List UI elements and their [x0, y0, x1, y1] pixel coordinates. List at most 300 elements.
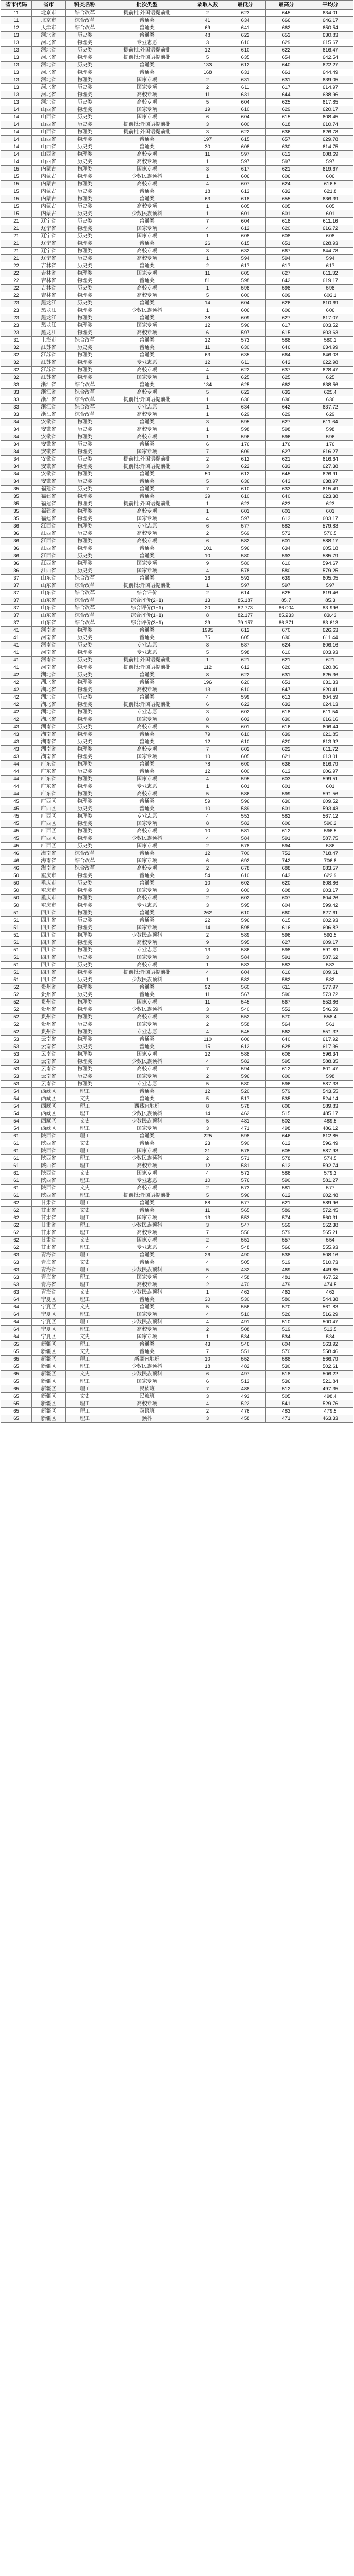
cell-avg-score: 608.45 — [307, 114, 354, 121]
cell-min-score: 432 — [225, 1266, 266, 1274]
table-row — [1, 389, 354, 396]
cell-province-code: 15 — [1, 188, 32, 195]
cell-subject-category: 物理类 — [66, 820, 104, 828]
admission-score-table-container — [1, 0, 353, 1423]
cell-avg-score: 626.63 — [307, 627, 354, 634]
cell-admitted-count: 2 — [190, 76, 225, 84]
table-row — [1, 1140, 354, 1147]
table-row — [1, 724, 354, 731]
cell-subject-category: 物理类 — [66, 969, 104, 976]
cell-admitted-count: 5 — [190, 724, 225, 731]
cell-admitted-count: 8 — [190, 820, 225, 828]
cell-batch-type: 国家专项 — [104, 322, 190, 329]
cell-province: 新疆区 — [32, 1348, 66, 1356]
cell-avg-score: 644.49 — [307, 69, 354, 76]
cell-province-code: 33 — [1, 381, 32, 389]
cell-min-score: 610 — [225, 686, 266, 694]
table-row — [1, 1081, 354, 1088]
cell-avg-score: 513.5 — [307, 1326, 354, 1333]
cell-min-score: 493 — [225, 1393, 266, 1400]
cell-max-score: 610 — [266, 649, 307, 657]
cell-avg-score: 604.59 — [307, 694, 354, 701]
cell-max-score: 601 — [266, 783, 307, 790]
cell-batch-type: 高校专项 — [104, 1281, 190, 1289]
cell-subject-category: 理工 — [66, 1319, 104, 1326]
cell-max-score: 462 — [266, 1289, 307, 1296]
cell-max-score: 628 — [266, 1043, 307, 1051]
cell-subject-category: 物理类 — [66, 1036, 104, 1043]
cell-province: 辽宁省 — [32, 233, 66, 240]
cell-avg-score: 644.78 — [307, 248, 354, 255]
cell-min-score: 620 — [225, 679, 266, 686]
cell-subject-category: 文史 — [66, 1095, 104, 1103]
cell-province-code: 44 — [1, 776, 32, 783]
cell-subject-category: 物理类 — [66, 828, 104, 835]
cell-max-score: 645 — [266, 10, 307, 17]
cell-province: 江苏省 — [32, 344, 66, 352]
cell-avg-score: 628.93 — [307, 240, 354, 248]
table-row — [1, 798, 354, 805]
cell-province: 新疆区 — [32, 1371, 66, 1378]
cell-admitted-count: 5 — [190, 478, 225, 486]
cell-min-score: 598 — [225, 426, 266, 433]
cell-min-score: 471 — [225, 1125, 266, 1133]
cell-batch-type: 高校专项 — [104, 686, 190, 694]
cell-avg-score: 587.75 — [307, 835, 354, 843]
cell-admitted-count: 1 — [190, 433, 225, 441]
cell-avg-score: 579.3 — [307, 1170, 354, 1177]
cell-province: 山西省 — [32, 121, 66, 129]
table-row — [1, 255, 354, 262]
cell-min-score: 488 — [225, 1385, 266, 1393]
cell-province: 北京市 — [32, 17, 66, 24]
cell-subject-category: 文史 — [66, 1333, 104, 1341]
cell-min-score: 596 — [225, 1192, 266, 1200]
cell-province: 四川省 — [32, 954, 66, 962]
cell-province: 安徽省 — [32, 448, 66, 456]
cell-min-score: 595 — [225, 902, 266, 909]
cell-subject-category: 历史类 — [66, 962, 104, 969]
cell-province-code: 51 — [1, 909, 32, 917]
cell-admitted-count: 1 — [190, 411, 225, 419]
cell-min-score: 545 — [225, 1028, 266, 1036]
cell-admitted-count: 6 — [190, 329, 225, 337]
cell-subject-category: 历史类 — [66, 954, 104, 962]
table-row — [1, 1341, 354, 1348]
cell-subject-category: 物理类 — [66, 173, 104, 181]
table-row — [1, 679, 354, 686]
cell-admitted-count: 112 — [190, 664, 225, 671]
cell-province: 贵州省 — [32, 1021, 66, 1028]
cell-max-score: 626 — [266, 664, 307, 671]
cell-province: 西藏区 — [32, 1125, 66, 1133]
cell-admitted-count: 6 — [190, 114, 225, 121]
cell-min-score: 632 — [225, 248, 266, 255]
cell-min-score: 490 — [225, 1252, 266, 1259]
table-row — [1, 99, 354, 106]
cell-batch-type: 普通类 — [104, 24, 190, 32]
cell-min-score: 622 — [225, 701, 266, 709]
cell-province-code: 50 — [1, 902, 32, 909]
cell-avg-score: 587.62 — [307, 954, 354, 962]
cell-subject-category: 历史类 — [66, 158, 104, 166]
table-row — [1, 694, 354, 701]
table-row — [1, 1393, 354, 1400]
cell-admitted-count: 12 — [190, 337, 225, 344]
cell-province: 新疆区 — [32, 1415, 66, 1423]
cell-province: 内蒙古 — [32, 173, 66, 181]
cell-province: 福建省 — [32, 486, 66, 493]
cell-avg-score: 609.52 — [307, 798, 354, 805]
cell-avg-score: 625 — [307, 374, 354, 381]
cell-province-code: 42 — [1, 686, 32, 694]
cell-max-score: 481 — [266, 1274, 307, 1281]
cell-province-code: 53 — [1, 1058, 32, 1066]
cell-max-score: 661 — [266, 69, 307, 76]
cell-admitted-count: 21 — [190, 1147, 225, 1155]
cell-province: 海南省 — [32, 857, 66, 865]
cell-subject-category: 历史类 — [66, 188, 104, 195]
cell-max-score: 591 — [266, 954, 307, 962]
cell-province: 河北省 — [32, 62, 66, 69]
cell-subject-category: 综合改革 — [66, 411, 104, 419]
cell-subject-category: 物理类 — [66, 761, 104, 768]
cell-max-score: 651 — [266, 240, 307, 248]
cell-province-code: 62 — [1, 1229, 32, 1237]
cell-avg-score: 601 — [307, 783, 354, 790]
cell-max-score: 620 — [266, 738, 307, 746]
cell-province: 北京市 — [32, 10, 66, 17]
cell-avg-score: 582 — [307, 976, 354, 984]
cell-subject-category: 物理类 — [66, 872, 104, 880]
cell-min-score: 596 — [225, 322, 266, 329]
cell-min-score: 595 — [225, 776, 266, 783]
cell-province: 安徽省 — [32, 433, 66, 441]
cell-max-score: 625 — [266, 99, 307, 106]
cell-avg-score: 606 — [307, 173, 354, 181]
cell-max-score: 594 — [266, 843, 307, 850]
cell-avg-score: 588.35 — [307, 1058, 354, 1066]
cell-avg-score: 637.72 — [307, 404, 354, 411]
cell-max-score: 534 — [266, 1333, 307, 1341]
cell-batch-type: 高校专项 — [104, 1229, 190, 1237]
cell-province: 宁夏区 — [32, 1333, 66, 1341]
cell-admitted-count: 3 — [190, 1393, 225, 1400]
cell-avg-score: 603.17 — [307, 887, 354, 895]
table-row — [1, 314, 354, 322]
table-row — [1, 835, 354, 843]
cell-max-score: 608 — [266, 233, 307, 240]
table-row — [1, 746, 354, 753]
cell-min-score: 582 — [225, 820, 266, 828]
table-row — [1, 649, 354, 657]
table-row — [1, 1125, 354, 1133]
cell-admitted-count: 1 — [190, 404, 225, 411]
cell-max-score: 526 — [266, 1311, 307, 1319]
cell-admitted-count: 1 — [190, 173, 225, 181]
cell-admitted-count: 1 — [190, 307, 225, 314]
table-row — [1, 857, 354, 865]
cell-province: 江西省 — [32, 530, 66, 538]
cell-province: 浙江省 — [32, 404, 66, 411]
cell-avg-score: 608.86 — [307, 880, 354, 887]
table-header — [1, 1, 354, 10]
cell-province: 浙江省 — [32, 396, 66, 404]
cell-province: 福建省 — [32, 515, 66, 523]
cell-province-code: 37 — [1, 597, 32, 605]
cell-province-code: 42 — [1, 694, 32, 701]
cell-batch-type: 普通类 — [104, 344, 190, 352]
cell-max-score: 637 — [266, 367, 307, 374]
cell-subject-category: 理工 — [66, 1400, 104, 1408]
cell-max-score: 570 — [266, 1304, 307, 1311]
cell-province: 山东省 — [32, 612, 66, 619]
cell-province-code: 64 — [1, 1319, 32, 1326]
table-row — [1, 902, 354, 909]
cell-batch-type: 专业志愿 — [104, 709, 190, 716]
cell-avg-score: 614.97 — [307, 84, 354, 91]
cell-max-score: 654 — [266, 54, 307, 62]
cell-province-code: 41 — [1, 642, 32, 649]
cell-min-score: 560 — [225, 984, 266, 991]
cell-min-score: 614 — [225, 590, 266, 597]
cell-min-score: 635 — [225, 54, 266, 62]
cell-max-score: 510 — [266, 1319, 307, 1326]
cell-batch-type: 高校专项 — [104, 1014, 190, 1021]
cell-admitted-count: 39 — [190, 493, 225, 500]
cell-max-score: 598 — [266, 426, 307, 433]
cell-province: 宁夏区 — [32, 1311, 66, 1319]
cell-province-code: 51 — [1, 917, 32, 924]
cell-province: 贵州省 — [32, 1014, 66, 1021]
cell-province-code: 33 — [1, 389, 32, 396]
cell-batch-type: 高校专项 — [104, 1326, 190, 1333]
cell-avg-score: 553.86 — [307, 999, 354, 1006]
cell-province: 陕西省 — [32, 1162, 66, 1170]
table-row — [1, 1274, 354, 1281]
cell-province-code: 42 — [1, 701, 32, 709]
cell-batch-type: 高校专项 — [104, 828, 190, 835]
cell-subject-category: 物理类 — [66, 664, 104, 671]
table-row — [1, 433, 354, 441]
cell-max-score: 616 — [266, 969, 307, 976]
cell-batch-type: 国家专项 — [104, 1333, 190, 1341]
table-row — [1, 865, 354, 872]
cell-batch-type: 普通类 — [104, 671, 190, 679]
table-row — [1, 530, 354, 538]
cell-max-score: 627 — [266, 419, 307, 426]
cell-min-score: 595 — [225, 939, 266, 947]
cell-max-score: 580 — [266, 1296, 307, 1304]
cell-province-code: 63 — [1, 1289, 32, 1296]
cell-province-code: 54 — [1, 1088, 32, 1095]
cell-subject-category: 物理类 — [66, 69, 104, 76]
cell-province-code: 43 — [1, 746, 32, 753]
cell-batch-type: 普通类 — [104, 1341, 190, 1348]
table-row — [1, 1415, 354, 1423]
cell-subject-category: 理工 — [66, 1155, 104, 1162]
cell-batch-type: 专业志愿 — [104, 783, 190, 790]
cell-min-score: 594 — [225, 1066, 266, 1073]
cell-min-score: 678 — [225, 865, 266, 872]
cell-subject-category: 物理类 — [66, 181, 104, 188]
cell-min-score: 634 — [225, 17, 266, 24]
cell-batch-type: 提前批:外国语提前批 — [104, 121, 190, 129]
table-row — [1, 203, 354, 210]
cell-province: 云南省 — [32, 1058, 66, 1066]
cell-admitted-count: 3 — [190, 419, 225, 426]
cell-province: 河南省 — [32, 627, 66, 634]
cell-max-score: 512 — [266, 1385, 307, 1393]
cell-admitted-count: 13 — [190, 1214, 225, 1222]
table-row — [1, 166, 354, 173]
cell-max-score: 660 — [266, 909, 307, 917]
cell-province-code: 51 — [1, 969, 32, 976]
cell-max-score: 615 — [266, 917, 307, 924]
cell-subject-category: 综合改革 — [66, 10, 104, 17]
cell-province-code: 46 — [1, 850, 32, 857]
cell-avg-score: 629 — [307, 411, 354, 419]
cell-batch-type: 综合评价 — [104, 590, 190, 597]
cell-max-score: 612 — [266, 1066, 307, 1073]
cell-admitted-count: 5 — [190, 54, 225, 62]
cell-province: 山西省 — [32, 136, 66, 143]
cell-province-code: 13 — [1, 62, 32, 69]
cell-avg-score: 486.12 — [307, 1125, 354, 1133]
cell-province-code: 46 — [1, 857, 32, 865]
cell-min-score: 602 — [225, 716, 266, 724]
cell-avg-score: 636 — [307, 396, 354, 404]
cell-subject-category: 历史类 — [66, 84, 104, 91]
cell-max-score: 601 — [266, 210, 307, 218]
cell-province-code: 41 — [1, 634, 32, 642]
cell-province-code: 51 — [1, 947, 32, 954]
cell-province-code: 65 — [1, 1385, 32, 1393]
cell-batch-type: 高校专项 — [104, 895, 190, 902]
cell-min-score: 612 — [225, 225, 266, 233]
cell-min-score: 597 — [225, 582, 266, 590]
table-row — [1, 1162, 354, 1170]
table-row — [1, 478, 354, 486]
cell-province: 河北省 — [32, 39, 66, 47]
cell-admitted-count: 3 — [190, 121, 225, 129]
cell-province: 四川省 — [32, 917, 66, 924]
cell-admitted-count: 6 — [190, 538, 225, 545]
table-row — [1, 761, 354, 768]
cell-min-score: 601 — [225, 508, 266, 515]
cell-batch-type: 提前批:外国语提前批 — [104, 456, 190, 463]
cell-province-code: 61 — [1, 1155, 32, 1162]
cell-batch-type: 普通类 — [104, 493, 190, 500]
cell-avg-score: 646.03 — [307, 352, 354, 359]
cell-max-score: 629 — [266, 106, 307, 114]
cell-min-score: 599 — [225, 694, 266, 701]
cell-avg-score: 613.01 — [307, 753, 354, 761]
table-row — [1, 1378, 354, 1385]
cell-province: 广西区 — [32, 843, 66, 850]
cell-province: 湖北省 — [32, 701, 66, 709]
cell-admitted-count: 10 — [190, 805, 225, 813]
cell-max-score: 582 — [266, 813, 307, 820]
cell-batch-type: 普通类 — [104, 337, 190, 344]
cell-max-score: 498 — [266, 1125, 307, 1133]
cell-province: 福建省 — [32, 508, 66, 515]
cell-min-score: 631 — [225, 69, 266, 76]
cell-avg-score: 605.18 — [307, 545, 354, 552]
cell-avg-score: 616.27 — [307, 448, 354, 456]
cell-batch-type: 高校专项 — [104, 151, 190, 158]
cell-subject-category: 物理类 — [66, 136, 104, 143]
cell-province-code: 61 — [1, 1177, 32, 1185]
cell-batch-type: 少数民族预科 — [104, 1222, 190, 1229]
cell-batch-type: 普通类 — [104, 1252, 190, 1259]
cell-admitted-count: 7 — [190, 1066, 225, 1073]
table-row — [1, 91, 354, 99]
cell-province-code: 13 — [1, 54, 32, 62]
table-row — [1, 768, 354, 776]
cell-batch-type: 普通类 — [104, 798, 190, 805]
cell-subject-category: 物理类 — [66, 195, 104, 203]
cell-province-code: 32 — [1, 352, 32, 359]
cell-province-code: 13 — [1, 99, 32, 106]
cell-subject-category: 物理类 — [66, 798, 104, 805]
cell-province-code: 12 — [1, 24, 32, 32]
cell-province-code: 43 — [1, 753, 32, 761]
cell-province-code: 41 — [1, 649, 32, 657]
cell-batch-type: 普通类 — [104, 909, 190, 917]
cell-avg-score: 596.34 — [307, 1051, 354, 1058]
cell-avg-score: 83.613 — [307, 619, 354, 627]
cell-subject-category: 物理类 — [66, 947, 104, 954]
cell-admitted-count: 19 — [190, 106, 225, 114]
cell-admitted-count: 2 — [190, 530, 225, 538]
cell-max-score: 647 — [266, 686, 307, 694]
cell-batch-type: 民族班 — [104, 1393, 190, 1400]
cell-max-score: 579 — [266, 1229, 307, 1237]
cell-avg-score: 609.61 — [307, 969, 354, 976]
cell-min-score: 580 — [225, 552, 266, 560]
cell-subject-category: 物理类 — [66, 523, 104, 530]
cell-subject-category: 历史类 — [66, 976, 104, 984]
cell-subject-category: 物理类 — [66, 1006, 104, 1014]
cell-max-score: 627 — [266, 939, 307, 947]
cell-max-score: 667 — [266, 248, 307, 255]
cell-avg-score: 555.93 — [307, 1244, 354, 1252]
cell-batch-type: 专业志愿 — [104, 947, 190, 954]
cell-avg-score: 603.93 — [307, 649, 354, 657]
cell-max-score: 578 — [266, 1155, 307, 1162]
cell-max-score: 502 — [266, 1118, 307, 1125]
cell-avg-score: 617.85 — [307, 99, 354, 106]
cell-max-score: 617 — [266, 84, 307, 91]
cell-province-code: 65 — [1, 1356, 32, 1363]
cell-province-code: 65 — [1, 1341, 32, 1348]
cell-admitted-count: 5 — [190, 1192, 225, 1200]
cell-max-score: 621 — [266, 456, 307, 463]
cell-batch-type: 综合评价(2+1) — [104, 597, 190, 605]
cell-province: 吉林省 — [32, 270, 66, 277]
cell-province-code: 15 — [1, 203, 32, 210]
cell-max-score: 601 — [266, 538, 307, 545]
cell-province-code: 65 — [1, 1378, 32, 1385]
cell-province: 云南省 — [32, 1066, 66, 1073]
cell-subject-category: 历史类 — [66, 634, 104, 642]
cell-batch-type: 普通类 — [104, 195, 190, 203]
cell-province: 吉林省 — [32, 285, 66, 292]
cell-admitted-count: 18 — [190, 188, 225, 195]
cell-province-code: 52 — [1, 1028, 32, 1036]
cell-province-code: 34 — [1, 441, 32, 448]
